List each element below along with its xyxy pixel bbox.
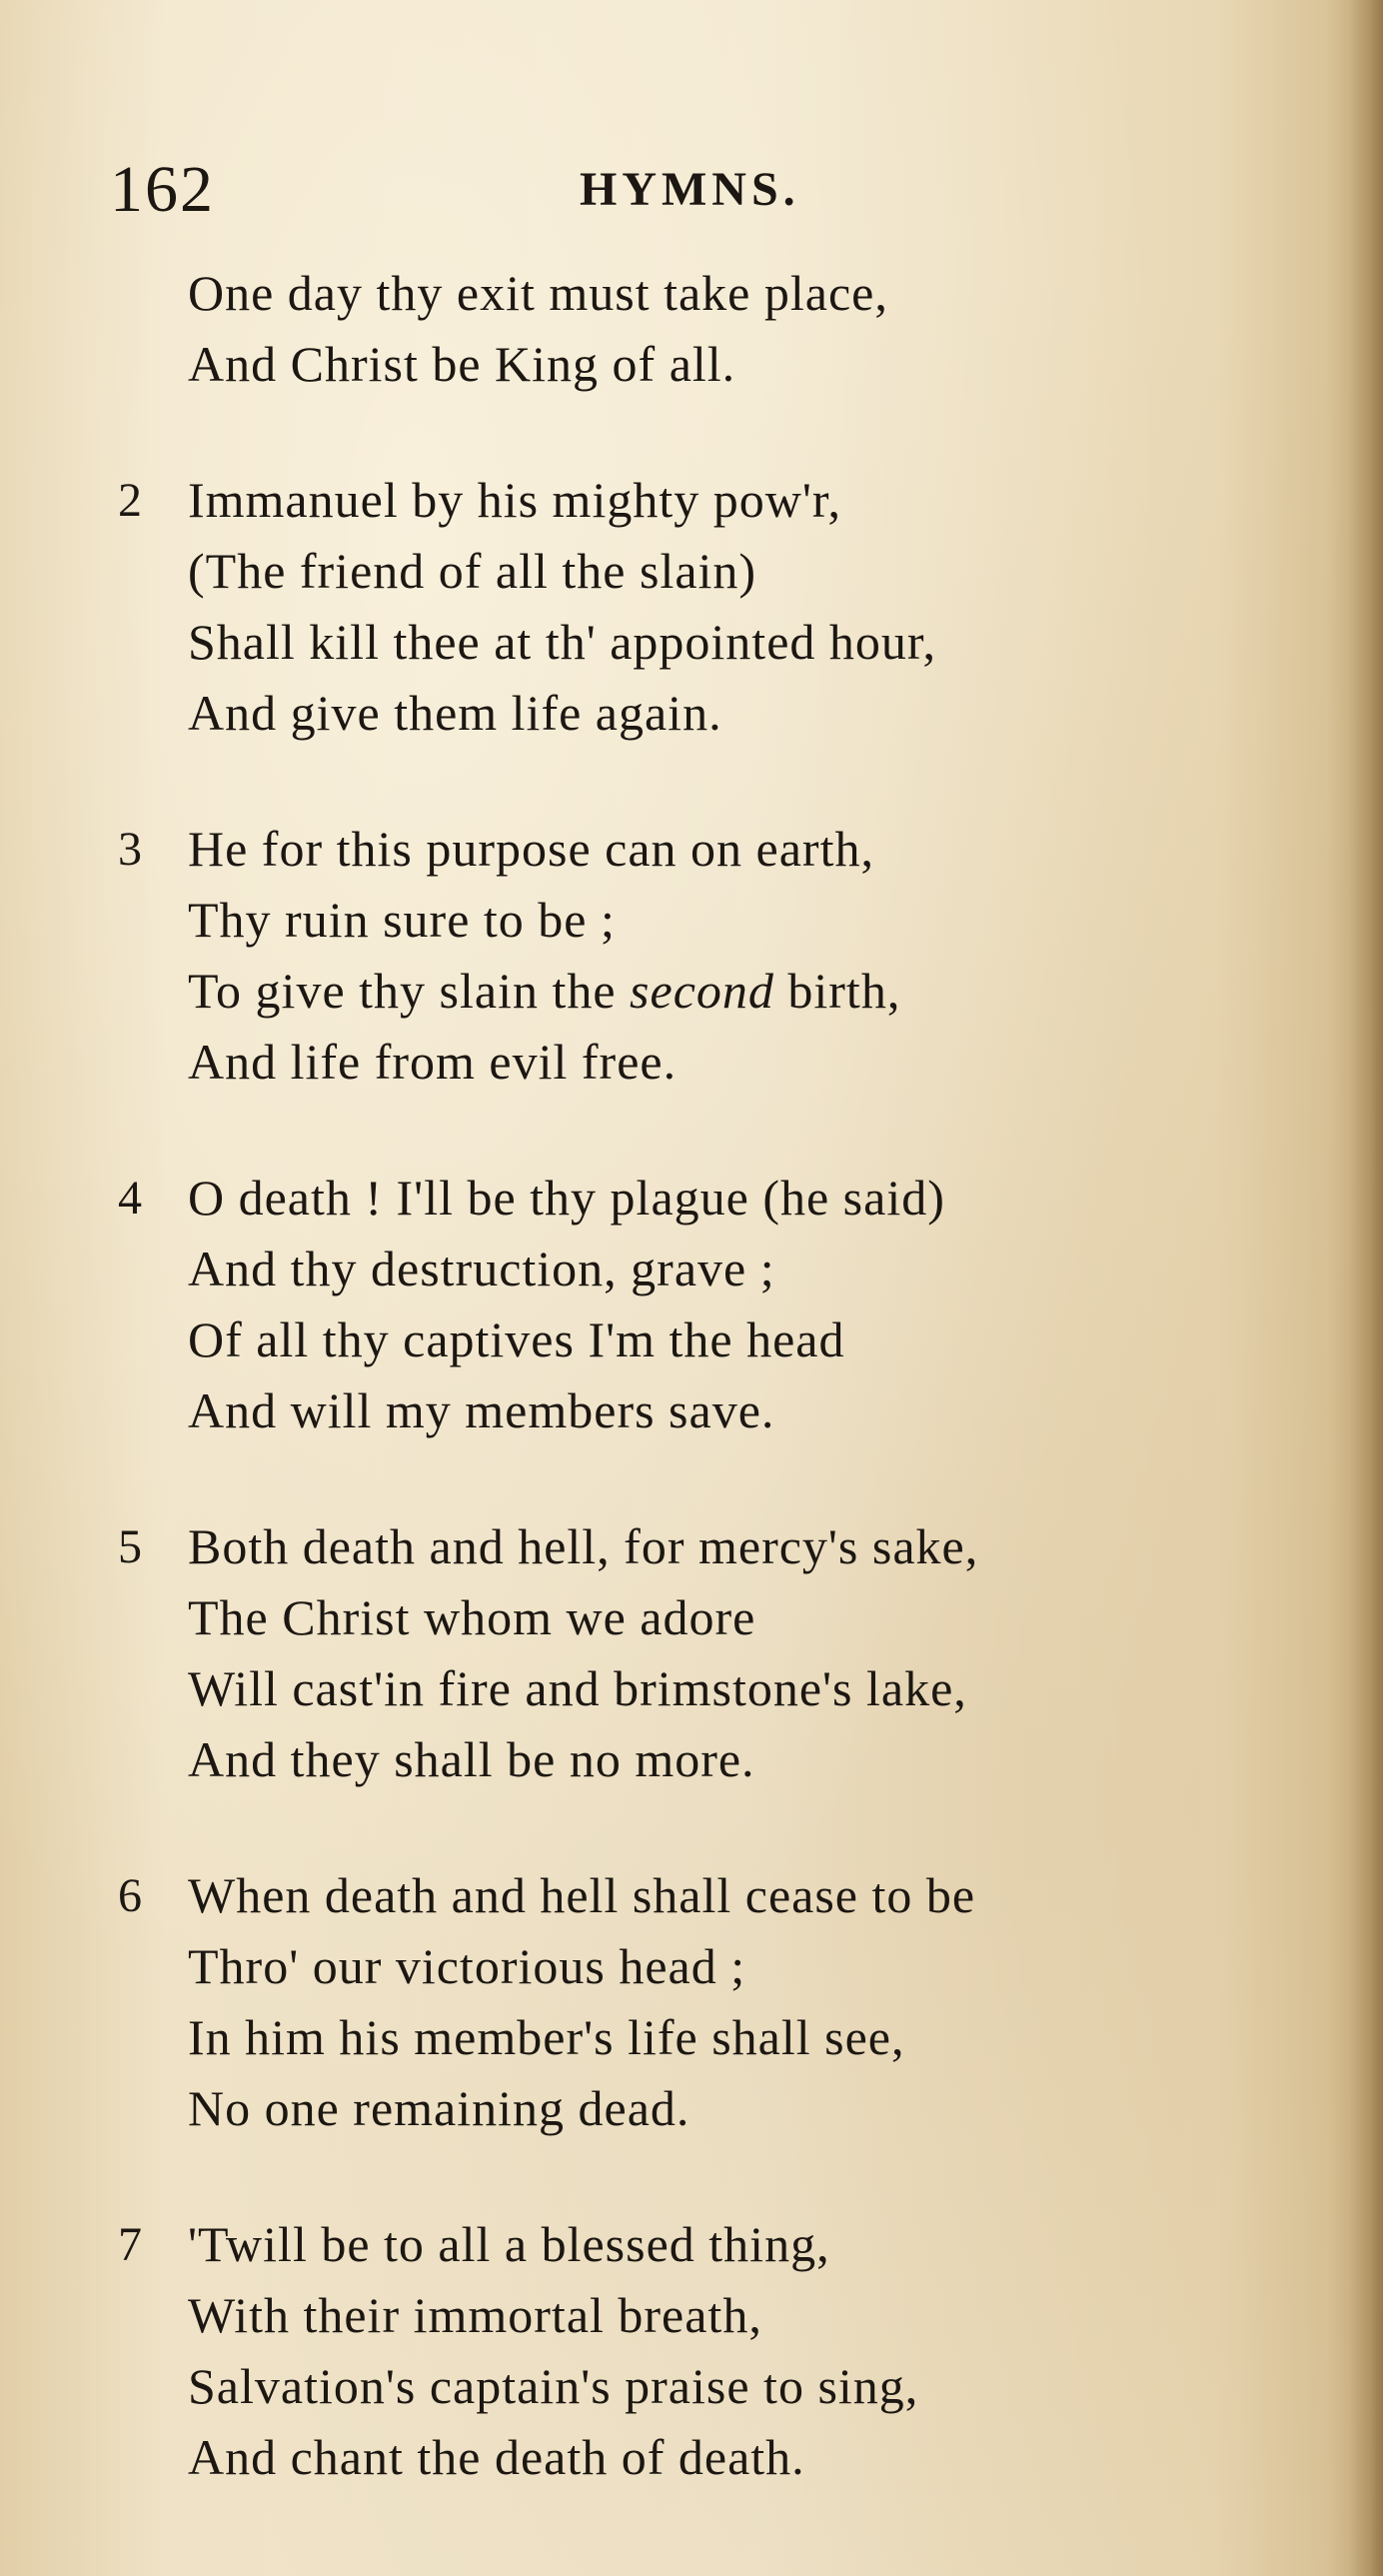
stanza-7 xyxy=(118,2209,1297,2493)
hymn-text xyxy=(118,258,1297,2493)
page-number: 162 xyxy=(110,153,215,226)
running-head xyxy=(110,150,1009,230)
verse-line: And thy destruction, grave ; xyxy=(188,1241,775,1296)
stanza-number: 3 xyxy=(118,823,142,876)
verse-line: And Christ be King of all. xyxy=(188,336,736,392)
stanza-6 xyxy=(118,1860,1297,2144)
stanza-5 xyxy=(118,1511,1297,1795)
stanza-continued xyxy=(118,258,1297,400)
stanza-number: 6 xyxy=(118,1869,142,1922)
verse-line: Salvation's captain's praise to sing, xyxy=(188,2358,919,2414)
verse-line-start: To give thy slain the xyxy=(188,963,631,1019)
verse-line: And give them life again. xyxy=(188,685,722,741)
verse-line-with-italic xyxy=(188,956,1297,1027)
verse-line: 'Twill be to all a blessed thing, xyxy=(188,2216,830,2272)
verse-line: (The friend of all the slain) xyxy=(188,543,757,599)
page-edge-shadow xyxy=(1349,0,1383,2576)
verse-line: Both death and hell, for mercy's sake, xyxy=(188,1518,979,1574)
verse-line: Of all thy captives I'm the head xyxy=(188,1311,845,1367)
verse-line: Thy ruin sure to be ; xyxy=(188,892,616,948)
stanza-3 xyxy=(118,814,1297,1098)
verse-line-end: birth, xyxy=(773,963,901,1019)
italic-word: second xyxy=(630,963,774,1019)
stanza-number: 4 xyxy=(118,1172,142,1225)
stanza-number: 5 xyxy=(118,1520,142,1573)
verse-line: Immanuel by his mighty pow'r, xyxy=(188,472,841,528)
running-title: HYMNS. xyxy=(580,163,800,216)
verse-line: When death and hell shall cease to be xyxy=(188,1867,976,1923)
stanza-2 xyxy=(118,465,1297,749)
verse-line: O death ! I'll be thy plague (he said) xyxy=(188,1170,945,1226)
verse-line: And chant the death of death. xyxy=(188,2429,805,2485)
verse-line: One day thy exit must take place, xyxy=(188,265,888,321)
verse-line: Will cast'in fire and brimstone's lake, xyxy=(188,1660,967,1716)
verse-line: Shall kill thee at th' appointed hour, xyxy=(188,614,937,670)
verse-line: And will my members save. xyxy=(188,1382,775,1438)
verse-line: And they shall be no more. xyxy=(188,1731,755,1787)
stanza-number: 2 xyxy=(118,474,142,527)
verse-line: The Christ whom we adore xyxy=(188,1589,756,1645)
verse-line: With their immortal breath, xyxy=(188,2287,762,2343)
verse-line: Thro' our victorious head ; xyxy=(188,1938,746,1994)
verse-line: He for this purpose can on earth, xyxy=(188,821,874,877)
verse-line: And life from evil free. xyxy=(188,1034,678,1090)
verse-line: In him his member's life shall see, xyxy=(188,2009,905,2065)
stanza-number: 7 xyxy=(118,2218,142,2271)
stanza-4 xyxy=(118,1163,1297,1446)
verse-line: No one remaining dead. xyxy=(188,2080,691,2136)
